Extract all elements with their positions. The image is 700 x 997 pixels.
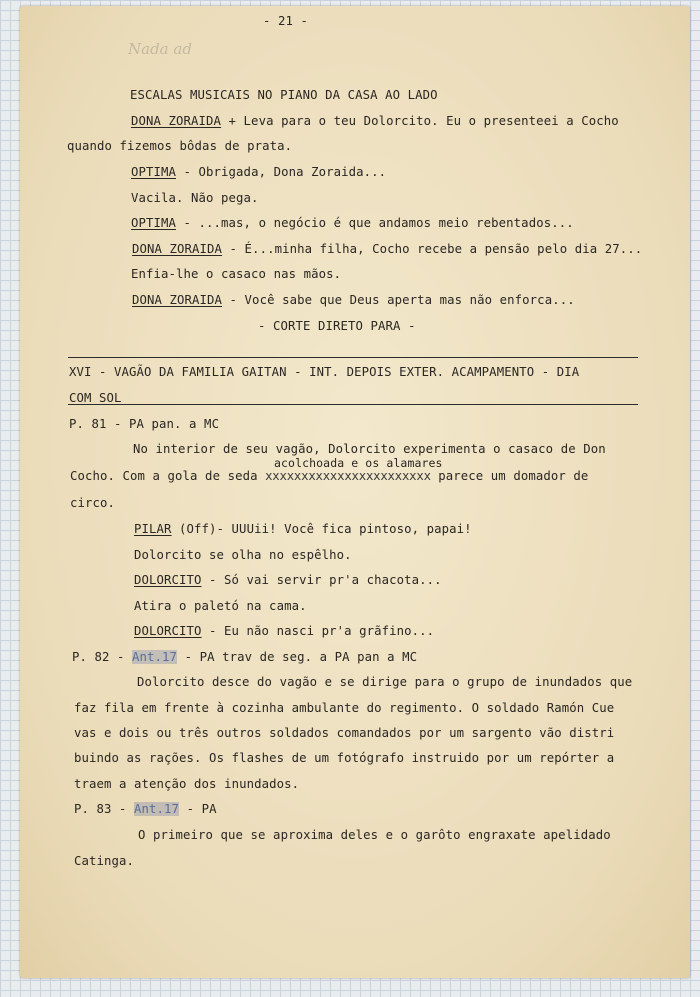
stage-direction: Atira o paletó na cama.	[134, 599, 307, 613]
speaker-name: DONA ZORAIDA	[131, 114, 222, 128]
dialogue-line	[131, 165, 386, 179]
action-text: circo.	[70, 496, 116, 510]
shot-label: P. 81 - PA pan. a MC	[69, 417, 220, 431]
action-text: O primeiro que se aproxima deles e o garôto engraxate apelidado	[138, 828, 611, 842]
blue-pencil-mark: Ant.17	[134, 802, 180, 816]
blue-pencil-mark: Ant.17	[132, 650, 178, 664]
action-text: buindo as rações. Os flashes de um fotógrafo instruido por um repórter a	[74, 751, 615, 765]
action-text: Catinga.	[74, 854, 135, 868]
typed-insertion: acolchoada e os alamares	[274, 456, 443, 470]
dialogue-text: + Leva para o teu Dolorcito. Eu o presenteei a Cocho	[221, 114, 619, 128]
action-text: No interior de seu vagão, Dolorcito experimenta o casaco de Don	[133, 442, 606, 456]
speaker-name: DONA ZORAIDA	[132, 242, 223, 256]
stage-direction: Enfia-lhe o casaco nas mãos.	[131, 267, 342, 281]
dialogue-text: - ...mas, o negócio é que andamos meio rebentados...	[176, 216, 574, 230]
shot-label	[72, 650, 417, 664]
dialogue-line	[134, 522, 472, 536]
speaker-name: OPTIMA	[131, 165, 177, 179]
heading-rule-bottom	[68, 404, 638, 405]
shot-number: P. 82 -	[72, 650, 133, 664]
speaker-name: DOLORCITO	[134, 573, 202, 587]
dialogue-text: - Obrigada, Dona Zoraida...	[176, 165, 387, 179]
transition: - CORTE DIRETO PARA -	[258, 319, 416, 333]
dialogue-line	[132, 242, 642, 256]
speaker-name: DONA ZORAIDA	[132, 293, 223, 307]
action-text: traem a atenção dos inundados.	[74, 777, 300, 791]
shot-description: - PA	[179, 802, 217, 816]
action-text-end: parece um domador de	[430, 469, 589, 483]
scene-heading: COM SOL	[69, 391, 122, 405]
struck-out-text: xxxxxxxxxxxxxxxxxxxxxxx	[265, 469, 431, 483]
page-number: - 21 -	[263, 14, 309, 28]
shot-number: P. 83 -	[74, 802, 135, 816]
heading-rule-top	[68, 357, 638, 358]
scene-heading: XVI - VAGÃO DA FAMILIA GAITAN - INT. DEPOIS EXTER. ACAMPAMENTO - DIA	[69, 365, 580, 379]
dialogue-line	[131, 114, 619, 128]
action-text-start: Cocho. Com a gola de seda	[70, 469, 266, 483]
pencil-annotation: Nada ad	[128, 40, 192, 58]
action-text: faz fila em frente à cozinha ambulante do regimento. O soldado Ramón Cue	[74, 701, 615, 715]
dialogue-continuation: quando fizemos bôdas de prata.	[67, 139, 293, 153]
action-text: Dolorcito desce do vagão e se dirige para o grupo de inundados que	[137, 675, 633, 689]
dialogue-line	[131, 216, 574, 230]
dialogue-text: - Você sabe que Deus aperta mas não enforca...	[222, 293, 575, 307]
dialogue-line	[134, 573, 442, 587]
stage-direction: Vacila. Não pega.	[131, 191, 259, 205]
speaker-name: OPTIMA	[131, 216, 177, 230]
shot-description: - PA trav de seg. a PA pan a MC	[177, 650, 418, 664]
dialogue-text: (Off)- UUUii! Você fica pintoso, papai!	[171, 522, 472, 536]
speaker-name: PILAR	[134, 522, 172, 536]
action-text	[70, 469, 588, 483]
stage-direction: Dolorcito se olha no espêlho.	[134, 548, 352, 562]
scene-heading-sound: ESCALAS MUSICAIS NO PIANO DA CASA AO LADO	[130, 88, 438, 102]
speaker-name: DOLORCITO	[134, 624, 202, 638]
dialogue-line	[134, 624, 434, 638]
dialogue-text: - Só vai servir pr'a chacota...	[201, 573, 442, 587]
shot-label	[74, 802, 217, 816]
dialogue-text: - Eu não nasci pr'a grãfino...	[201, 624, 435, 638]
dialogue-line	[132, 293, 575, 307]
action-text: vas e dois ou três outros soldados comandados por um sargento vão distri	[74, 726, 615, 740]
dialogue-text: - É...minha filha, Cocho recebe a pensão pelo dia 27...	[222, 242, 643, 256]
